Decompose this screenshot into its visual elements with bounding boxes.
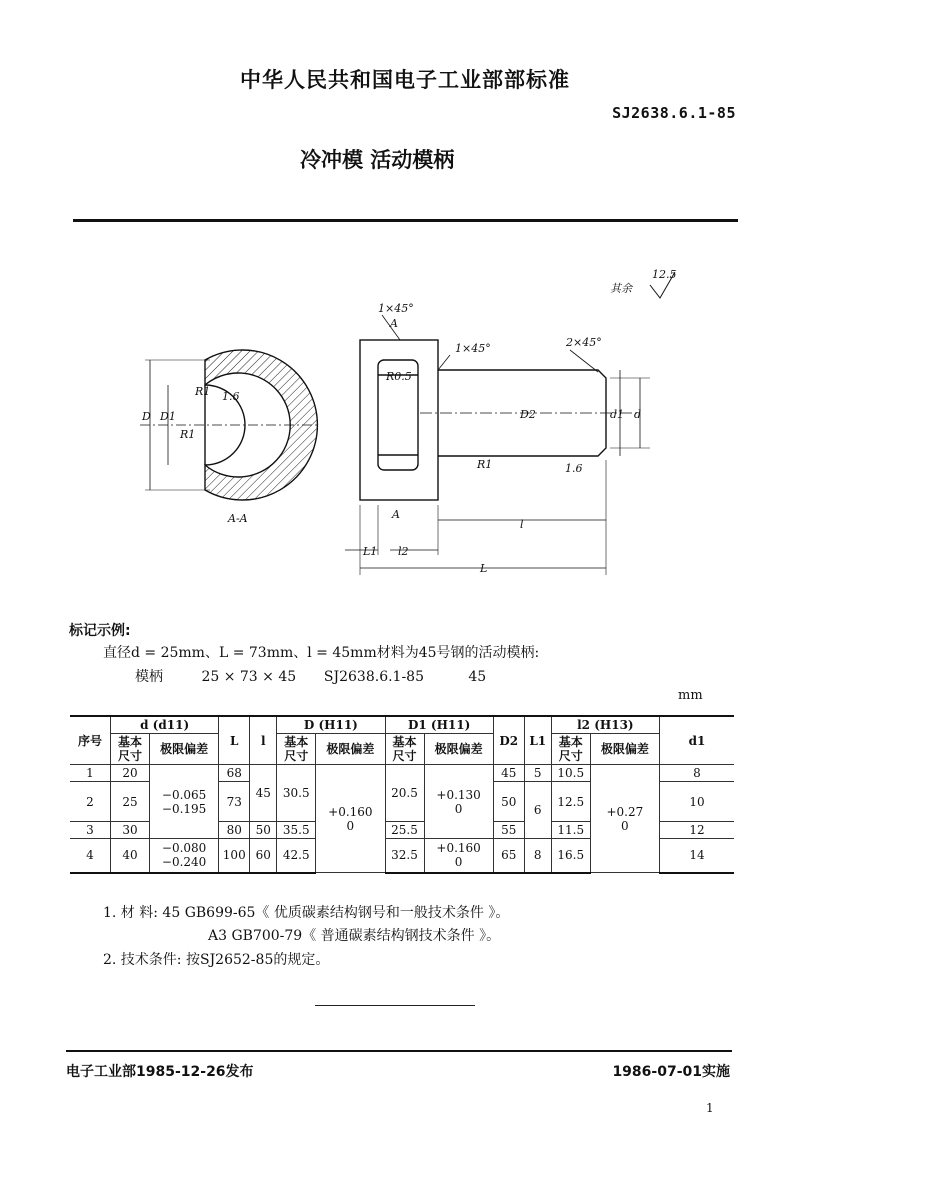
subheader-dev: 极限偏差 — [150, 734, 219, 765]
cell-D2: 55 — [493, 822, 524, 839]
header-d1: d1 — [660, 716, 735, 765]
cell-L1: 8 — [524, 839, 551, 873]
cell-D: 30.5 — [277, 765, 316, 822]
technical-drawing — [120, 260, 720, 590]
header-L: L — [219, 716, 250, 765]
cell-D2: 45 — [493, 765, 524, 782]
standard-code: SJ2638.6.1-85 — [612, 104, 736, 122]
subheader-basic: 基本尺寸 — [551, 734, 590, 765]
cell-L: 80 — [219, 822, 250, 839]
cell-d: 30 — [111, 822, 150, 839]
section-ref-label: A — [390, 317, 398, 330]
header-D1: D1 (H11) — [385, 716, 493, 734]
dimension-table — [70, 715, 734, 874]
roughness-label-b: 1.6 — [565, 462, 583, 475]
unit-label: mm — [678, 688, 703, 703]
implement-date: 1986-07-01实施 — [612, 1064, 730, 1080]
cell-d1: 12 — [660, 822, 735, 839]
subheader-basic: 基本尺寸 — [277, 734, 316, 765]
cell-D2: 65 — [493, 839, 524, 873]
roughness-note: 其余 — [610, 282, 632, 295]
dim-d1-label: d1 — [610, 408, 625, 421]
cell-l2: 11.5 — [551, 822, 590, 839]
header-d: d (d11) — [111, 716, 219, 734]
cell-d: 20 — [111, 765, 150, 782]
cell-l2: 10.5 — [551, 765, 590, 782]
cell-d1: 14 — [660, 839, 735, 873]
cell-L: 68 — [219, 765, 250, 782]
dim-L1-label: L1 — [363, 545, 378, 558]
publish-date: 电子工业部1985-12-26发布 — [66, 1064, 254, 1080]
document-title: 冷冲模 活动模柄 — [300, 148, 455, 172]
dim-l2-label: l2 — [398, 545, 409, 558]
subheader-dev: 极限偏差 — [316, 734, 385, 765]
cell-D1: 20.5 — [385, 765, 424, 822]
cell-D: 35.5 — [277, 822, 316, 839]
cell-seq: 2 — [70, 782, 111, 822]
cell-d-dev: −0.065 −0.195 — [150, 765, 219, 839]
end-rule — [315, 1005, 475, 1006]
chamfer-label-1: 1×45° — [378, 302, 414, 315]
cell-l: 60 — [250, 839, 277, 873]
example-name: 模柄 — [135, 669, 163, 685]
cell-l: 45 — [250, 765, 277, 822]
document-organization: 中华人民共和国电子工业部部标准 — [240, 68, 570, 92]
example-code: SJ2638.6.1-85 — [323, 669, 424, 685]
top-rule — [73, 219, 738, 222]
cell-D1: 25.5 — [385, 822, 424, 839]
cell-L1: 5 — [524, 765, 551, 782]
header-l2: l2 (H13) — [551, 716, 659, 734]
radius-label-small: R0.5 — [386, 370, 412, 383]
section-mark-label: A — [392, 508, 400, 521]
example-marking — [135, 666, 486, 686]
header-L1: L1 — [524, 716, 551, 765]
cell-l2: 12.5 — [551, 782, 590, 822]
cell-seq: 3 — [70, 822, 111, 839]
holder-body — [360, 340, 438, 500]
radius-label-2: R1 — [180, 428, 196, 441]
header-l: l — [250, 716, 277, 765]
example-title: 标记示例: — [69, 623, 131, 639]
cell-seq: 4 — [70, 839, 111, 873]
cell-l: 50 — [250, 822, 277, 839]
cell-D1: 32.5 — [385, 839, 424, 873]
table-row — [70, 765, 734, 782]
header-seq: 序号 — [70, 716, 111, 765]
subheader-basic: 基本尺寸 — [385, 734, 424, 765]
cell-l2-dev: +0.27 0 — [590, 765, 659, 873]
header-D: D (H11) — [277, 716, 385, 734]
cell-D-dev: +0.160 0 — [316, 765, 385, 873]
cell-l2: 16.5 — [551, 839, 590, 873]
cell-d: 40 — [111, 839, 150, 873]
cell-L: 100 — [219, 839, 250, 873]
dim-D1-label: D1 — [160, 410, 176, 423]
header-D2: D2 — [493, 716, 524, 765]
note-material-a3: A3 GB700-79《 普通碳素结构钢技术条件 》。 — [208, 928, 501, 944]
subheader-dev: 极限偏差 — [424, 734, 493, 765]
note-material: 1. 材 料: 45 GB699-65《 优质碳素结构钢号和一般技术条件 》。 — [103, 905, 510, 921]
subheader-dev: 极限偏差 — [590, 734, 659, 765]
page-number: 1 — [706, 1101, 714, 1115]
radius-label-1: R1 — [195, 385, 211, 398]
subheader-basic: 基本尺寸 — [111, 734, 150, 765]
dim-l-label: l — [520, 518, 524, 531]
dim-L-label: L — [480, 562, 488, 575]
cell-seq: 1 — [70, 765, 111, 782]
cell-d1: 10 — [660, 782, 735, 822]
cell-D1-dev: +0.130 0 — [424, 765, 493, 839]
chamfer-label-3: 2×45° — [566, 336, 602, 349]
cell-d: 25 — [111, 782, 150, 822]
dim-D2-label: D2 — [520, 408, 536, 421]
cell-D: 42.5 — [277, 839, 316, 873]
section-label: A-A — [228, 512, 248, 525]
cell-D1-dev: +0.160 0 — [424, 839, 493, 873]
footer-rule — [66, 1050, 732, 1052]
chamfer-label-2: 1×45° — [455, 342, 491, 355]
cell-L: 73 — [219, 782, 250, 822]
dim-d-label: d — [634, 408, 642, 421]
roughness-label-a: 1.6 — [222, 390, 240, 403]
roughness-value: 12.5 — [652, 268, 677, 281]
cell-D2: 50 — [493, 782, 524, 822]
note-technical: 2. 技术条件: 按SJ2652-85的规定。 — [103, 952, 330, 968]
cell-d-dev: −0.080 −0.240 — [150, 839, 219, 873]
cell-d1: 8 — [660, 765, 735, 782]
dim-D-label: D — [142, 410, 151, 423]
example-size: 25 × 73 × 45 — [201, 669, 297, 685]
radius-label-3: R1 — [477, 458, 493, 471]
example-description: 直径d = 25mm、L = 73mm、l = 45mm材料为45号钢的活动模柄: — [103, 645, 540, 661]
example-material: 45 — [468, 669, 487, 685]
cell-L1: 6 — [524, 782, 551, 839]
